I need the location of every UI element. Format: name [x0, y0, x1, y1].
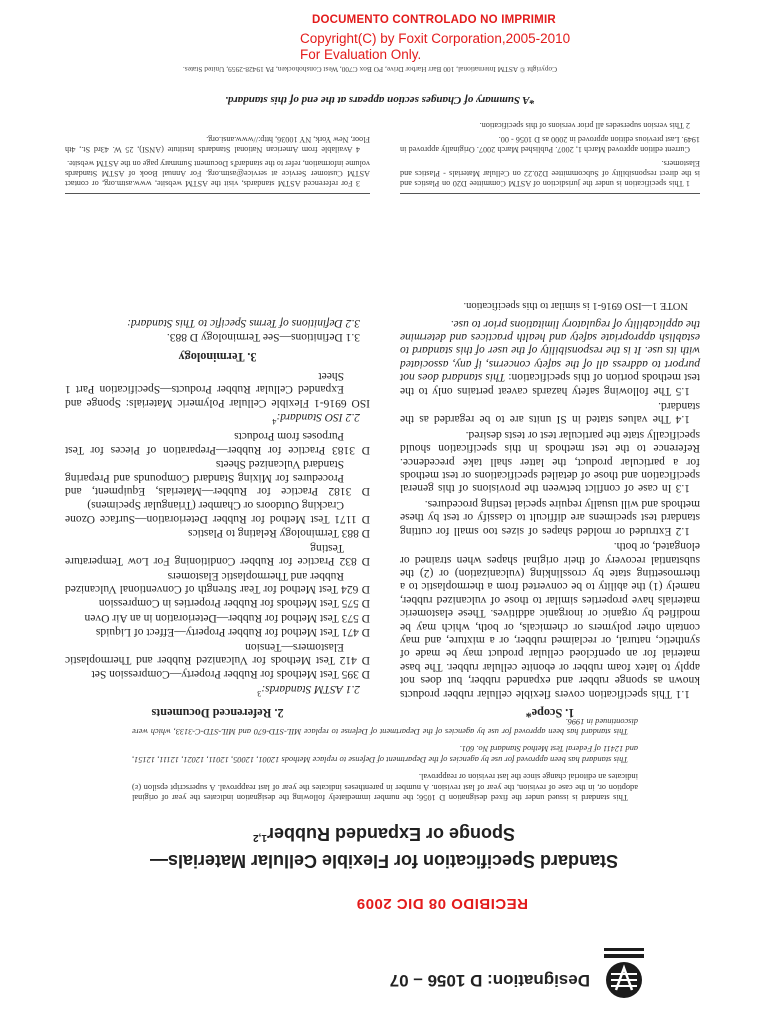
document-header: [32, 944, 672, 1000]
intro-paragraph: This standard has been approved for use by agencies of the Department of Defense to replace Methods 12001, 12005, 12011, 12021, 12111, 12151, and 12411 of Federal Test Method Standard No. 601.: [132, 744, 638, 764]
section-3-1: 3.1 Definitions—See Terminology D 883.: [166, 331, 360, 344]
section-1-4: 1.4 The values stated in SI units are to be regarded as the standard.: [400, 400, 700, 426]
reference-item: D 3182 Practice for Rubber—Materials, Equipment, and Procedures for Mixing Standard Compounds and Preparing Standard Vulcanized Sheets: [65, 458, 370, 498]
footnotes-left: [400, 116, 700, 188]
received-stamp: RECIBIDO 08 DIC 2009: [356, 895, 528, 912]
section-1-5: 1.5 The following safety hazards caveat pertains only to the test methods portion of this specification: This standard does not purport to address all of the safety concerns, if any, associated with its use. It is the responsibility of the user of this standard to establish appropriate safety and health practices and determine the applicability of regulatory limitations prior to use.: [399, 317, 700, 397]
footnote: 2 This version supersedes all prior versions of this specification.: [479, 121, 690, 130]
iso-standard-subheading: 2.2 ISO Standard:$^4$: [272, 411, 360, 427]
evaluation-watermark: [300, 16, 640, 62]
document-control-stamp: DOCUMENTO CONTROLADO NO IMPRIMIR: [312, 14, 556, 26]
reference-item: D 883 Terminology Relating to Plastics: [187, 527, 370, 540]
foxit-copyright: Copyright(C) by Foxit Corporation,2005-2010: [300, 31, 571, 46]
intro-notes: [132, 708, 638, 802]
footnote: 1 This specification is under the jurisdiction of ASTM Committee D20 on Plastics and is the direct responsibility of Subcommittee D20.22 on Cellular Materials - Plastics and Elastomers.: [400, 159, 700, 188]
referenced-documents-heading: 2. Referenced Documents: [151, 706, 284, 720]
section-1-3: 1.3 In case of conflict between the provisions of this general specification and those of detailed specifications or test methods for a particular product, the latter shall take precedence. Reference to the test methods in this specification should specifically state the particular test or tests desired.: [400, 428, 700, 495]
left-column: [400, 297, 700, 719]
footnote: 4 Available from American National Standards Institute (ANSI), 25 W. 43rd St., 4th Floor, New York, NY 10036, http://www.ansi.org.: [65, 135, 370, 154]
document-title: Standard Specification for Flexible Cellular Materials—Sponge or Expanded Rubber$^{1,2}$: [149, 824, 619, 871]
reference-item: D 575 Test Methods for Rubber Properties in Compression: [98, 597, 370, 610]
section-1-2: 1.2 Extruded or molded shapes of sizes too small for cutting standard test specimens are difficult to classify or test by these methods and will usually require special testing procedures.: [400, 497, 700, 537]
reference-item: D 573 Test Method for Rubber—Deterioration in an Air Oven: [84, 611, 370, 624]
reference-item: D 412 Test Methods for Vulcanized Rubber and Thermoplastic Elastomers—Tension: [65, 640, 370, 666]
reference-item: D 3183 Practice for Rubber—Preparation of Pieces for Test Purposes from Products: [65, 430, 370, 456]
astm-standards-subheading: 2.1 ASTM Standards:$^3$: [257, 682, 360, 698]
note-1: NOTE 1—ISO 6916-1 is similar to this specification.: [463, 300, 688, 312]
section-3-2: 3.2 Definitions of Terms Specific to This Standard:: [127, 316, 360, 329]
scope-heading: 1. Scope*: [525, 706, 575, 720]
intro-paragraph: This standard is issued under the fixed designation D 1056; the number immediately following the designation indicates the year of original adoption or, in the case of revision, the year of last revision. A number in parentheses indicates the year of last reapproval. A superscript epsilon (ε) indicates an editorial change since the last revision or reapproval.: [132, 772, 638, 802]
footnote: Current edition approved March 1, 2007. Published March 2007. Originally approved in 1949. Last previous edition approved in 2000 as D 1056 - 00.: [400, 135, 700, 154]
reference-item: D 1171 Test Method for Rubber Deterioration—Surface Ozone Cracking Outdoors or Chamber (Triangular Specimens): [65, 499, 370, 525]
designation-label: Designation: D 1056 – 07: [389, 971, 590, 990]
intro-paragraph: This standard has been approved for use by agencies of the Department of Defense to replace MIL-STD-670 and MIL-STD-C-3133, which were discontinued in 1996.: [132, 716, 638, 736]
evaluation-notice: For Evaluation Only.: [300, 47, 422, 62]
section-1-1: 1.1 This specification covers flexible cellular rubber products known as sponge rubber and expanded rubber, but does not apply to latex foam rubber or ebonite cellular rubber. The base material for an openfcloed cellular product may be made of synthetic, natural, or reclaimed rubber, or a mixture, and may contain other polymers or chemicals, or both, which may be modified by organic or inorganic additives. These elastomeric materials have properties similar to those of vulcanized rubber, namely (1) the ability to be converted from a thermoplastic to a thermosetting state by crosslinking (vulcanization) or (2) the substantial recovery of their original shapes when strained or elongated, or both.: [400, 540, 700, 700]
footnote-divider: [400, 193, 700, 194]
footnote: 3 For referenced ASTM standards, visit the ASTM website, www.astm.org, or contact ASTM Customer Service at service@astm.org. For Annual Book of ASTM Standards volume information, refer to the standard's Document Summary page on the ASTM website.: [65, 159, 370, 188]
footnote-divider: [65, 193, 370, 194]
reference-item: ISO 6916-1 Flexible Cellular Polymeric Materials: Sponge and Expanded Cellular Rubber Products—Specification Part 1 Sheet: [65, 370, 370, 409]
copyright-line: Copyright © ASTM International, 100 Barr Harbor Drive, PO Box C700, West Conshohocken, PA 19428-2959, United States.: [182, 65, 558, 74]
reference-item: D 471 Test Method for Rubber Property—Effect of Liquids: [95, 626, 370, 639]
terminology-heading: 3. Terminology: [178, 349, 257, 364]
astm-logo-icon: [602, 944, 646, 1000]
reference-item: D 832 Practice for Rubber Conditioning For Low Temperature Testing: [65, 541, 370, 568]
reference-item: D 395 Test Methods for Rubber Property—Compression Set: [91, 668, 370, 681]
right-column: [65, 314, 370, 719]
reference-item: D 624 Test Method for Tear Strength of Conventional Vulcanized Rubber and Thermoplastic Elastomers: [65, 569, 370, 595]
footnotes-right: [65, 130, 370, 188]
summary-of-changes-note: *A Summary of Changes section appears at the end of this standard.: [225, 94, 535, 106]
